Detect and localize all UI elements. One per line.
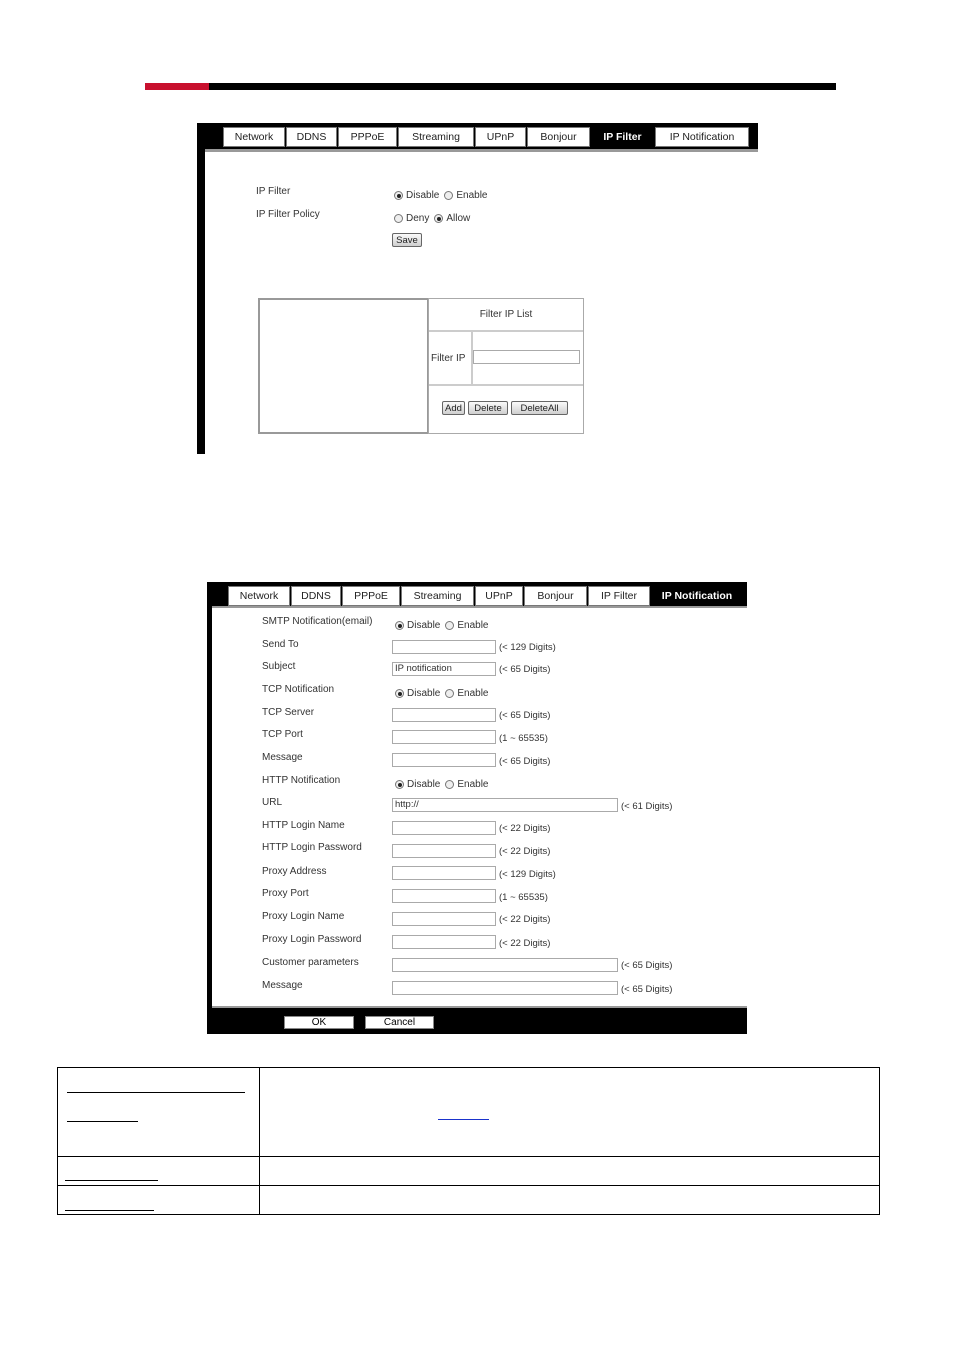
subject-input[interactable]: IP notification	[392, 662, 496, 676]
radio-icon[interactable]	[445, 689, 454, 698]
http-login-password-input[interactable]	[392, 844, 496, 858]
radio-icon[interactable]	[444, 191, 453, 200]
radio-icon[interactable]	[434, 214, 443, 223]
proxy-port-hint: (1 ~ 65535)	[499, 892, 548, 903]
filter-ip-listbox[interactable]	[258, 298, 428, 434]
cancel-button[interactable]: Cancel	[365, 1016, 434, 1029]
smtp-notification-label: SMTP Notification(email)	[262, 616, 373, 627]
tab-pppoe[interactable]: PPPoE	[338, 127, 397, 147]
tab-bar	[228, 586, 744, 606]
proxy-login-password-hint: (< 22 Digits)	[499, 938, 551, 949]
http-message-input[interactable]	[392, 981, 618, 995]
filter-ip-list-title: Filter IP List	[479, 309, 533, 320]
add-button[interactable]: Add	[442, 401, 465, 415]
header-rule-bar	[209, 83, 836, 90]
delete-all-button[interactable]: DeleteAll	[511, 401, 568, 415]
customer-parameters-hint: (< 65 Digits)	[621, 960, 673, 971]
tab-bonjour[interactable]: Bonjour	[524, 586, 587, 606]
header-accent-bar	[145, 83, 209, 90]
ip-filter-policy-label: IP Filter Policy	[256, 209, 320, 220]
send-to-input[interactable]	[392, 640, 496, 654]
url-label: URL	[262, 797, 283, 808]
radio-icon[interactable]	[394, 214, 403, 223]
tab-streaming[interactable]: Streaming	[398, 127, 474, 147]
proxy-login-password-label: Proxy Login Password	[262, 934, 362, 945]
http-login-name-input[interactable]	[392, 821, 496, 835]
tab-ip-filter[interactable]: IP Filter	[588, 586, 650, 606]
subject-hint: (< 65 Digits)	[499, 664, 551, 675]
description-table	[57, 1067, 880, 1215]
ip-filter-enable-option[interactable]: Enable	[444, 190, 487, 201]
save-button[interactable]: Save	[392, 233, 422, 247]
ip-filter-label: IP Filter	[256, 186, 291, 197]
customer-parameters-label: Customer parameters	[262, 957, 359, 968]
ip-filter-radio-group	[394, 190, 493, 201]
http-login-password-label: HTTP Login Password	[262, 842, 362, 853]
tab-ip-filter[interactable]: IP Filter	[591, 127, 654, 147]
tab-network[interactable]: Network	[223, 127, 285, 147]
http-message-hint: (< 65 Digits)	[621, 984, 673, 995]
filter-ip-label: Filter IP	[431, 353, 466, 364]
policy-deny-option[interactable]: Deny	[394, 213, 429, 224]
proxy-login-name-label: Proxy Login Name	[262, 911, 345, 922]
send-to-hint: (< 129 Digits)	[499, 642, 556, 653]
hyperlink-underline[interactable]	[438, 1119, 489, 1120]
tab-streaming[interactable]: Streaming	[401, 586, 474, 606]
tab-bar	[223, 127, 750, 147]
tab-network[interactable]: Network	[228, 586, 290, 606]
url-input[interactable]: http://	[392, 798, 618, 812]
http-disable-option[interactable]: Disable	[395, 779, 440, 790]
http-login-name-hint: (< 22 Digits)	[499, 823, 551, 834]
radio-icon[interactable]	[395, 689, 404, 698]
proxy-login-name-input[interactable]	[392, 912, 496, 926]
table-row-label-underline	[67, 1121, 138, 1122]
tcp-server-label: TCP Server	[262, 707, 315, 718]
policy-allow-option[interactable]: Allow	[434, 213, 470, 224]
tab-upnp[interactable]: UPnP	[475, 127, 526, 147]
http-radio-group	[395, 779, 494, 790]
table-row-label-underline	[65, 1210, 154, 1211]
tcp-radio-group	[395, 688, 494, 699]
tab-ddns[interactable]: DDNS	[286, 127, 337, 147]
tcp-server-hint: (< 65 Digits)	[499, 710, 551, 721]
proxy-port-input[interactable]	[392, 889, 496, 903]
filter-ip-input[interactable]	[473, 350, 580, 364]
tab-ddns[interactable]: DDNS	[291, 586, 341, 606]
tcp-port-input[interactable]	[392, 730, 496, 744]
proxy-login-password-input[interactable]	[392, 935, 496, 949]
http-notification-label: HTTP Notification	[262, 775, 341, 786]
ip-filter-disable-option[interactable]: Disable	[394, 190, 439, 201]
smtp-enable-option[interactable]: Enable	[445, 620, 488, 631]
smtp-radio-group	[395, 620, 494, 631]
url-hint: (< 61 Digits)	[621, 801, 673, 812]
tcp-message-label: Message	[262, 752, 303, 763]
proxy-address-hint: (< 129 Digits)	[499, 869, 556, 880]
proxy-port-label: Proxy Port	[262, 888, 309, 899]
tab-bonjour[interactable]: Bonjour	[527, 127, 590, 147]
ok-button[interactable]: OK	[284, 1016, 354, 1029]
send-to-label: Send To	[262, 639, 299, 650]
tab-ip-notification[interactable]: IP Notification	[651, 586, 743, 606]
tcp-message-input[interactable]	[392, 753, 496, 767]
tab-upnp[interactable]: UPnP	[475, 586, 523, 606]
tcp-disable-option[interactable]: Disable	[395, 688, 440, 699]
proxy-address-input[interactable]	[392, 866, 496, 880]
tab-ip-notification[interactable]: IP Notification	[655, 127, 749, 147]
customer-parameters-input[interactable]	[392, 958, 618, 972]
smtp-disable-option[interactable]: Disable	[395, 620, 440, 631]
subject-label: Subject	[262, 661, 296, 672]
radio-icon[interactable]	[445, 621, 454, 630]
delete-button[interactable]: Delete	[468, 401, 508, 415]
radio-icon[interactable]	[445, 780, 454, 789]
tcp-message-hint: (< 65 Digits)	[499, 756, 551, 767]
radio-icon[interactable]	[394, 191, 403, 200]
radio-icon[interactable]	[395, 780, 404, 789]
http-login-password-hint: (< 22 Digits)	[499, 846, 551, 857]
table-row-label-underline	[67, 1092, 245, 1093]
ip-filter-policy-radio-group	[394, 213, 475, 224]
tcp-port-hint: (1 ~ 65535)	[499, 733, 548, 744]
tcp-enable-option[interactable]: Enable	[445, 688, 488, 699]
http-message-label: Message	[262, 980, 303, 991]
table-row-label-underline	[65, 1180, 158, 1181]
radio-icon[interactable]	[395, 621, 404, 630]
http-enable-option[interactable]: Enable	[445, 779, 488, 790]
tcp-server-input[interactable]	[392, 708, 496, 722]
tcp-port-label: TCP Port	[262, 729, 303, 740]
tcp-notification-label: TCP Notification	[262, 684, 335, 695]
proxy-login-name-hint: (< 22 Digits)	[499, 914, 551, 925]
tab-pppoe[interactable]: PPPoE	[342, 586, 400, 606]
http-login-name-label: HTTP Login Name	[262, 820, 345, 831]
proxy-address-label: Proxy Address	[262, 866, 327, 877]
